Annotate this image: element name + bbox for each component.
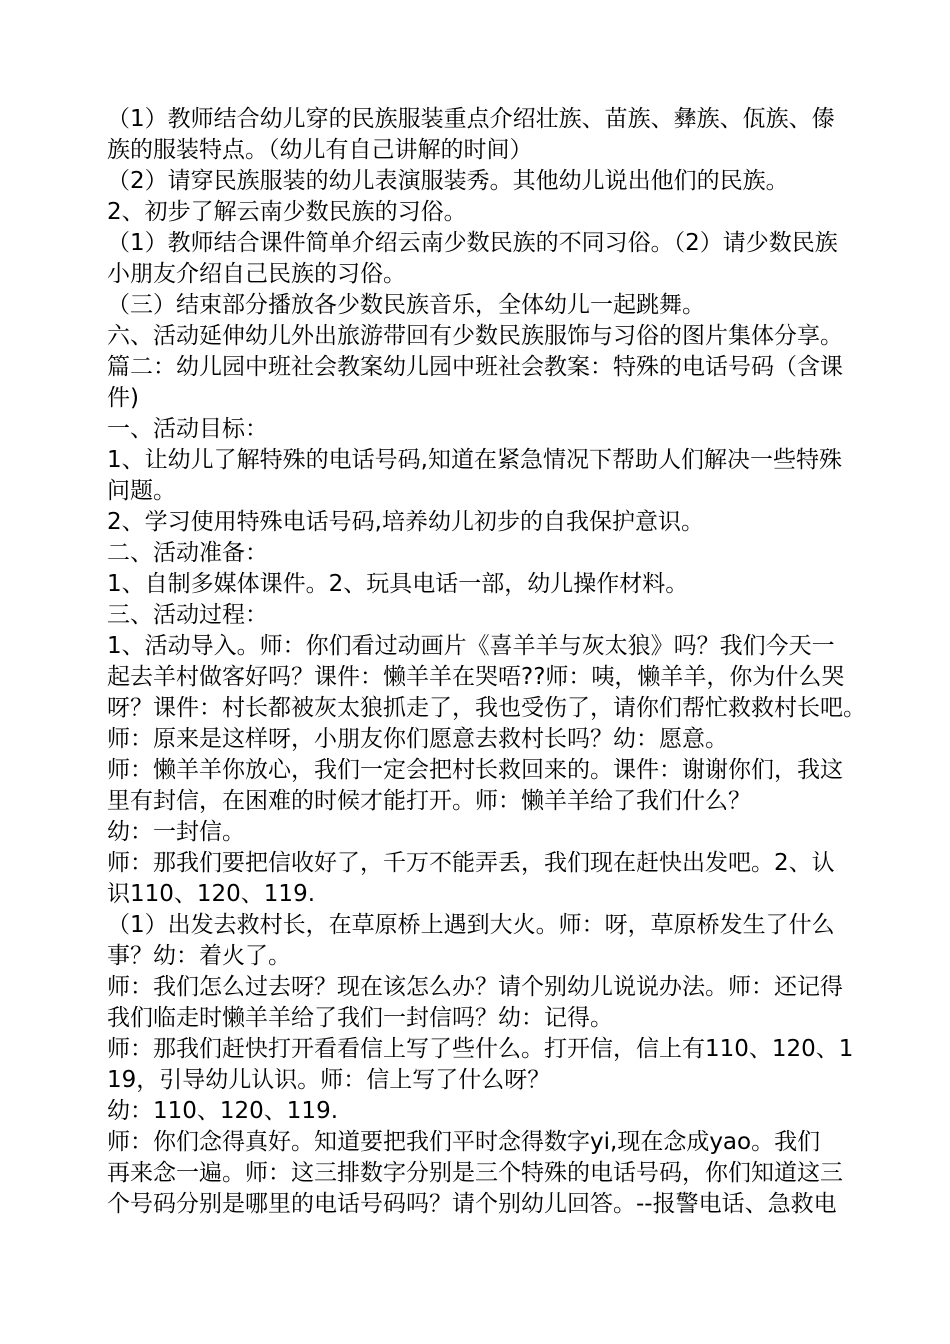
- text-line: （三）结束部分播放各少数民族音乐，全体幼儿一起跳舞。: [107, 292, 705, 318]
- text-line: 篇二：幼儿园中班社会教案幼儿园中班社会教案：特殊的电话号码（含课: [107, 354, 843, 380]
- text-line: 我们临走时懒羊羊给了我们一封信吗？幼：记得。: [107, 1005, 613, 1031]
- text-line: 19，引导幼儿认识。师：信上写了什么呀？: [107, 1067, 551, 1093]
- text-line: 2、学习使用特殊电话号码,培养幼儿初步的自我保护意识。: [107, 509, 704, 535]
- text-line: 2、初步了解云南少数民族的习俗。: [107, 199, 467, 225]
- text-line: 1、活动导入。师：你们看过动画片《喜羊羊与灰太狼》吗？我们今天一: [107, 633, 835, 659]
- text-line: （2）请穿民族服装的幼儿表演服装秀。其他幼儿说出他们的民族。: [107, 168, 789, 194]
- text-line: 三、活动过程：: [107, 602, 268, 628]
- text-line: 件): [107, 385, 139, 411]
- text-line: 里有封信，在困难的时候才能打开。师：懒羊羊给了我们什么？: [107, 788, 751, 814]
- text-line: 1、让幼儿了解特殊的电话号码,知道在紧急情况下帮助人们解决一些特殊: [107, 447, 842, 473]
- text-line: 师：原来是这样呀，小朋友你们愿意去救村长吗？幼：愿意。: [107, 726, 728, 752]
- text-line: （1）教师结合课件简单介绍云南少数民族的不同习俗。（2）请少数民族: [107, 230, 838, 256]
- text-line: 呀？课件：村长都被灰太狼抓走了，我也受伤了，请你们帮忙救救村长吧。: [107, 695, 866, 721]
- text-line: 师：那我们赶快打开看看信上写了些什么。打开信，信上有110、120、1: [107, 1036, 854, 1062]
- document-body: [107, 104, 867, 1220]
- text-line: 识110、120、119.: [107, 881, 316, 907]
- text-line: 师：你们念得真好。知道要把我们平时念得数字yi,现在念成yao。我们: [107, 1129, 821, 1155]
- text-line: 幼：110、120、119.: [107, 1098, 339, 1124]
- text-line: 起去羊村做客好吗？课件：懒羊羊在哭唔??师：咦，懒羊羊，你为什么哭: [107, 664, 845, 690]
- text-line: 问题。: [107, 478, 176, 504]
- text-line: 幼：一封信。: [107, 819, 245, 845]
- text-line: 1、自制多媒体课件。2、玩具电话一部，幼儿操作材料。: [107, 571, 689, 597]
- text-line: 小朋友介绍自己民族的习俗。: [107, 261, 406, 287]
- text-line: （1）出发去救村长，在草原桥上遇到大火。师：呀，草原桥发生了什么: [107, 912, 835, 938]
- text-line: 师：懒羊羊你放心，我们一定会把村长救回来的。课件：谢谢你们，我这: [107, 757, 843, 783]
- text-line: 师：我们怎么过去呀？现在该怎么办？请个别幼儿说说办法。师：还记得: [107, 974, 843, 1000]
- text-line: 一、活动目标：: [107, 416, 268, 442]
- text-line: 六、活动延伸幼儿外出旅游带回有少数民族服饰与习俗的图片集体分享。: [107, 323, 843, 349]
- text-line: 个号码分别是哪里的电话号码吗？请个别幼儿回答。--报警电话、急救电: [107, 1191, 837, 1217]
- text-line: 再来念一遍。师：这三排数字分别是三个特殊的电话号码，你们知道这三: [107, 1160, 843, 1186]
- text-line: （1）教师结合幼儿穿的民族服装重点介绍壮族、苗族、彝族、佤族、傣: [107, 106, 835, 132]
- text-line: 二、活动准备：: [107, 540, 268, 566]
- text-line: 族的服装特点。（幼儿有自己讲解的时间）: [107, 137, 533, 163]
- text-line: 师：那我们要把信收好了，千万不能弄丢，我们现在赶快出发吧。2、认: [107, 850, 835, 876]
- text-line: 事？幼：着火了。: [107, 943, 291, 969]
